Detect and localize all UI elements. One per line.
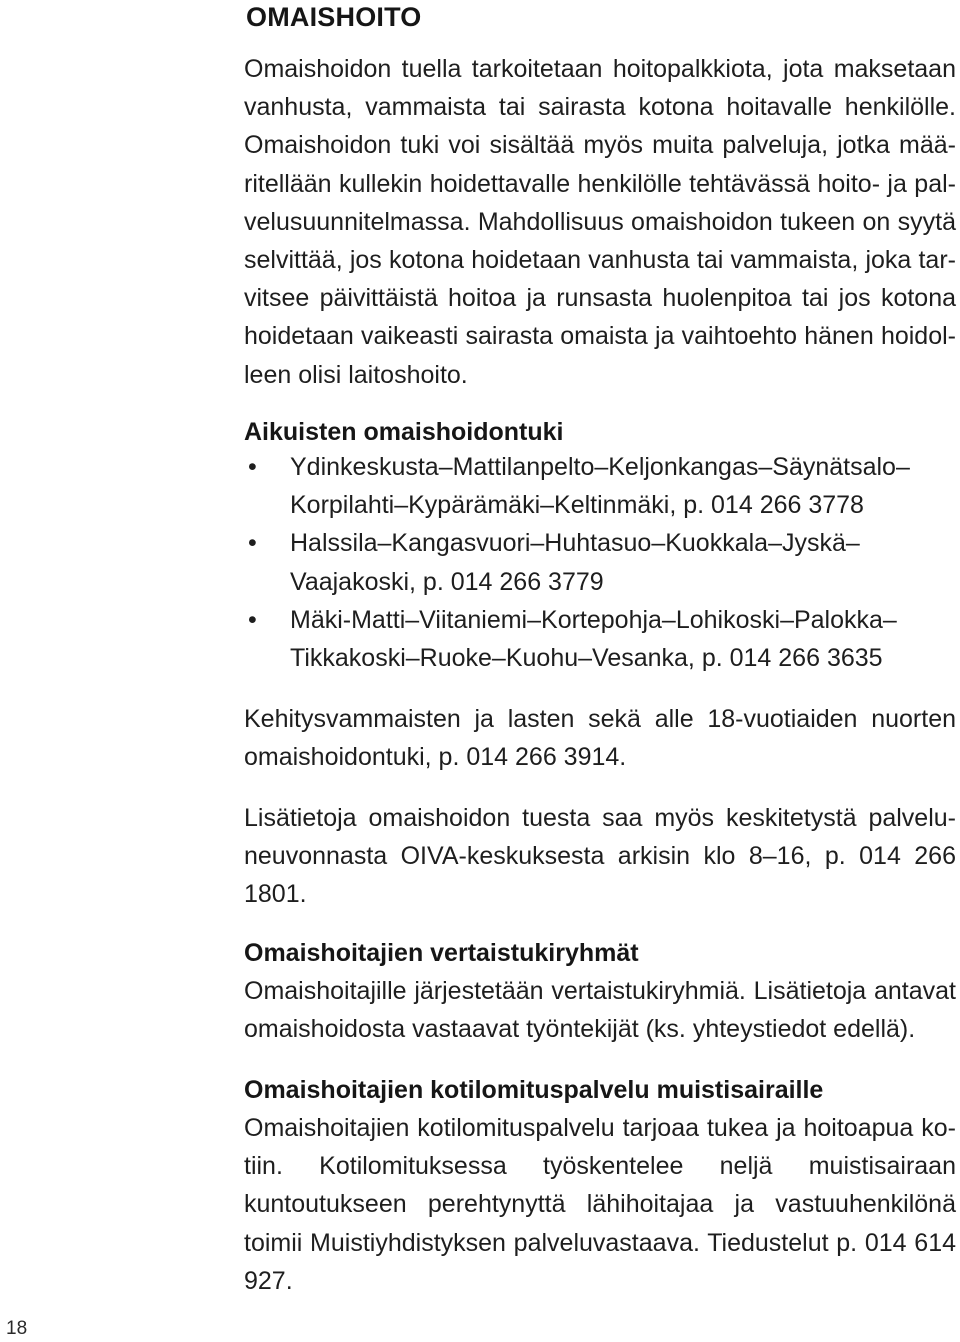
list-item [244,524,956,600]
page-title: OMAISHOITO [246,2,422,32]
disabled-youth-paragraph: Kehitysvammaisten ja lasten sekä alle 18-vuotiaiden nuorten omaishoidontuki, p. 014 266 3914. [244,705,956,772]
more-info-paragraph: Lisätietoja omaishoidon tuesta saa myös keskitetystä palveluneuvonnasta OIVA-keskuksesta arkisin klo 8–16, p. 014 266 1801. [244,804,956,909]
bullet-icon: • [248,605,257,634]
peer-support-paragraph: Omaishoitajille järjestetään vertaistukiryhmiä. Lisätietoja antavat omaishoidosta vastaavat työntekijät (ks. yhteystiedot edellä). [244,977,956,1044]
respite-paragraph: Omaishoitajien kotilomituspalvelu tarjoaa tukea ja hoitoapua kotiin. Kotilomituksessa työskentelee neljä muistisairaan kuntoutukseen perehtynyttä lähihoitajaa ja vastuuhenkilönä toimii Muistiyhdistyksen palveluvastaava. Tiedustelut p. 014 614 927. [244,1114,956,1295]
bullet-icon: • [248,453,257,481]
adult-support-list [244,448,956,677]
list-item-text: Mäki-Matti–Viitaniemi–Kortepohja–Lohikoski–Palokka–Tikkakoski–Ruoke–Kuohu–Vesanka, p. 014 266 3635 [290,605,897,673]
peer-support-heading: Omaishoitajien vertaistukiryhmät [244,939,639,967]
page-number: 18 [6,1318,28,1339]
list-item-text: Ydinkeskusta–Mattilanpelto–Keljonkangas–Säynätsalo–Korpilahti–Kypärämäki–Keltinmäki, p. 014 266 3778 [290,453,910,520]
adult-support-heading: Aikuisten omaishoidontuki [244,418,564,446]
intro-paragraph: Omaishoidon tuella tarkoitetaan hoitopalkkiota, jota maksetaan vanhusta, vammaista tai sairasta kotona hoitavalle henkilölle. Omaishoidon tuki voi sisältää myös muita palveluja, jotka määritellään kullekin hoidettavalle henkilölle tehtävässä hoito- ja palvelusuunnitelmassa. Mahdollisuus omaishoidon tukeen on syytä selvittää, jos kotona hoidetaan vanhusta tai vammaista, joka tarvitsee päivittäistä hoitoa ja runsasta huolenpitoa tai jos kotona hoidetaan vaikeasti sairasta omaista ja vaihtoehto hänen hoidolleen olisi laitoshoito. [244,55,956,389]
bullet-icon: • [248,529,257,558]
list-item-text: Halssila–Kangasvuori–Huhtasuo–Kuokkala–Jyskä–Vaajakoski, p. 014 266 3779 [290,529,860,596]
list-item [244,601,956,677]
list-item [244,448,956,524]
respite-heading: Omaishoitajien kotilomituspalvelu muistisairaille [244,1076,824,1104]
